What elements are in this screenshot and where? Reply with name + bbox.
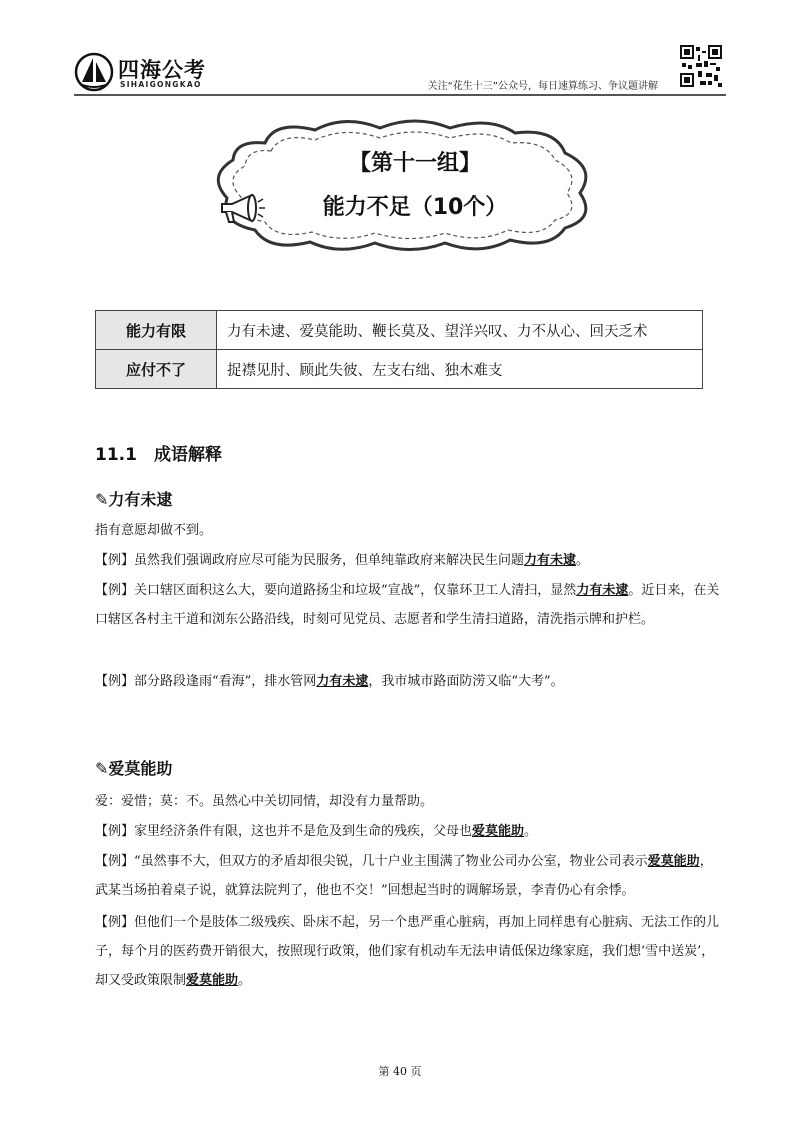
example-text: 。 bbox=[238, 973, 252, 988]
idiom-name: 爱莫能助 bbox=[108, 759, 173, 778]
example-text: 。 bbox=[576, 553, 590, 568]
sailboat-logo-icon bbox=[74, 52, 114, 92]
logo bbox=[74, 52, 244, 94]
example-text: 家里经济条件有限，这也并不是危及到生命的残疾，父母也 bbox=[134, 824, 473, 839]
cloud-banner-frame bbox=[205, 118, 595, 253]
category-idioms: 力有未逮、爱莫能助、鞭长莫及、望洋兴叹、力不从心、回天乏术 bbox=[217, 311, 703, 350]
example-paragraph bbox=[95, 546, 720, 575]
example-text: 关口辖区面积这么大，要向道路扬尘和垃圾“宣战”，仅靠环卫工人清扫，显然 bbox=[134, 583, 577, 598]
group-title: 【第十一组】 bbox=[348, 151, 481, 176]
idiom-heading bbox=[95, 756, 172, 779]
example-prefix: 【例】 bbox=[95, 915, 135, 930]
example-text: ，我市城市路面防涝又临“大考”。 bbox=[368, 674, 564, 689]
logo-subtext: SIHAIGONGKAO bbox=[120, 80, 202, 89]
example-text: 虽然我们强调政府应尽可能为民服务，但单纯靠政府来解决民生问题 bbox=[134, 553, 525, 568]
example-text: 部分路段逢雨“看海”，排水管网 bbox=[134, 674, 317, 689]
category-idioms: 捉襟见肘、顾此失彼、左支右绌、独木难支 bbox=[217, 350, 703, 389]
category-key: 应付不了 bbox=[96, 350, 217, 389]
qr-code-icon bbox=[680, 45, 722, 87]
table-row bbox=[96, 350, 703, 389]
logo-text: 四海公考 bbox=[118, 58, 206, 82]
idiom-heading bbox=[95, 487, 172, 510]
idiom-term: 力有未逮 bbox=[316, 674, 369, 689]
page-number: 第 40 页 bbox=[378, 1065, 422, 1078]
header-divider bbox=[74, 94, 726, 96]
group-subtitle: 能力不足（10个） bbox=[322, 195, 508, 220]
idiom-term: 爱莫能助 bbox=[186, 973, 239, 988]
example-prefix: 【例】 bbox=[95, 583, 135, 598]
megaphone-icon bbox=[218, 192, 266, 226]
example-prefix: 【例】 bbox=[95, 854, 135, 869]
idiom-term: 力有未逮 bbox=[524, 553, 577, 568]
header-slogan: 关注“花生十三”公众号，每日速算练习、争议题讲解 bbox=[427, 81, 658, 92]
example-text: 。近日来，在关口辖区各村主干道和浏东公路沿线，时刻可见党员、志愿者和学生清扫道路，清洗指示牌和护栏。 bbox=[95, 583, 720, 627]
idiom-term: 力有未逮 bbox=[576, 583, 629, 598]
example-prefix: 【例】 bbox=[95, 824, 135, 839]
idiom-definition: 爱：爱惜；莫：不。虽然心中关切同情，却没有力量帮助。 bbox=[95, 794, 434, 809]
idiom-definition: 指有意愿却做不到。 bbox=[95, 523, 213, 538]
idiom-term: 爱莫能助 bbox=[647, 854, 700, 869]
example-text: “虽然事不大，但双方的矛盾却很尖锐，几十户业主围满了物业公司办公室，物业公司表示 bbox=[134, 854, 648, 869]
example-paragraph bbox=[95, 576, 720, 634]
category-key: 能力有限 bbox=[96, 311, 217, 350]
table-row bbox=[96, 311, 703, 350]
pencil-icon: ✎ bbox=[95, 759, 109, 778]
example-text: 。 bbox=[524, 824, 538, 839]
example-paragraph bbox=[95, 908, 720, 995]
example-paragraph bbox=[95, 847, 720, 905]
example-prefix: 【例】 bbox=[95, 674, 135, 689]
example-paragraph bbox=[95, 817, 720, 846]
example-text: 但他们一个是肢体二级残疾、卧床不起，另一个患严重心脏病，再加上同样患有心脏病、无法工作的儿子，每个月的医药费开销很大，按照现行政策，他们家有机动车无法申请低保边缘家庭，我们想‘雪中送炭’，却又受政策限制 bbox=[95, 915, 720, 988]
category-table bbox=[95, 310, 703, 389]
pencil-icon: ✎ bbox=[95, 490, 109, 509]
page-header bbox=[0, 0, 800, 100]
example-prefix: 【例】 bbox=[95, 553, 135, 568]
idiom-name: 力有未逮 bbox=[108, 490, 173, 509]
idiom-term: 爱莫能助 bbox=[472, 824, 525, 839]
example-paragraph bbox=[95, 667, 720, 696]
example-text: ，武某当场拍着桌子说，就算法院判了，他也不交！”回想起当时的调解场景，李青仍心有余悸。 bbox=[95, 854, 713, 898]
section-title: 11.1 成语解释 bbox=[95, 445, 222, 465]
